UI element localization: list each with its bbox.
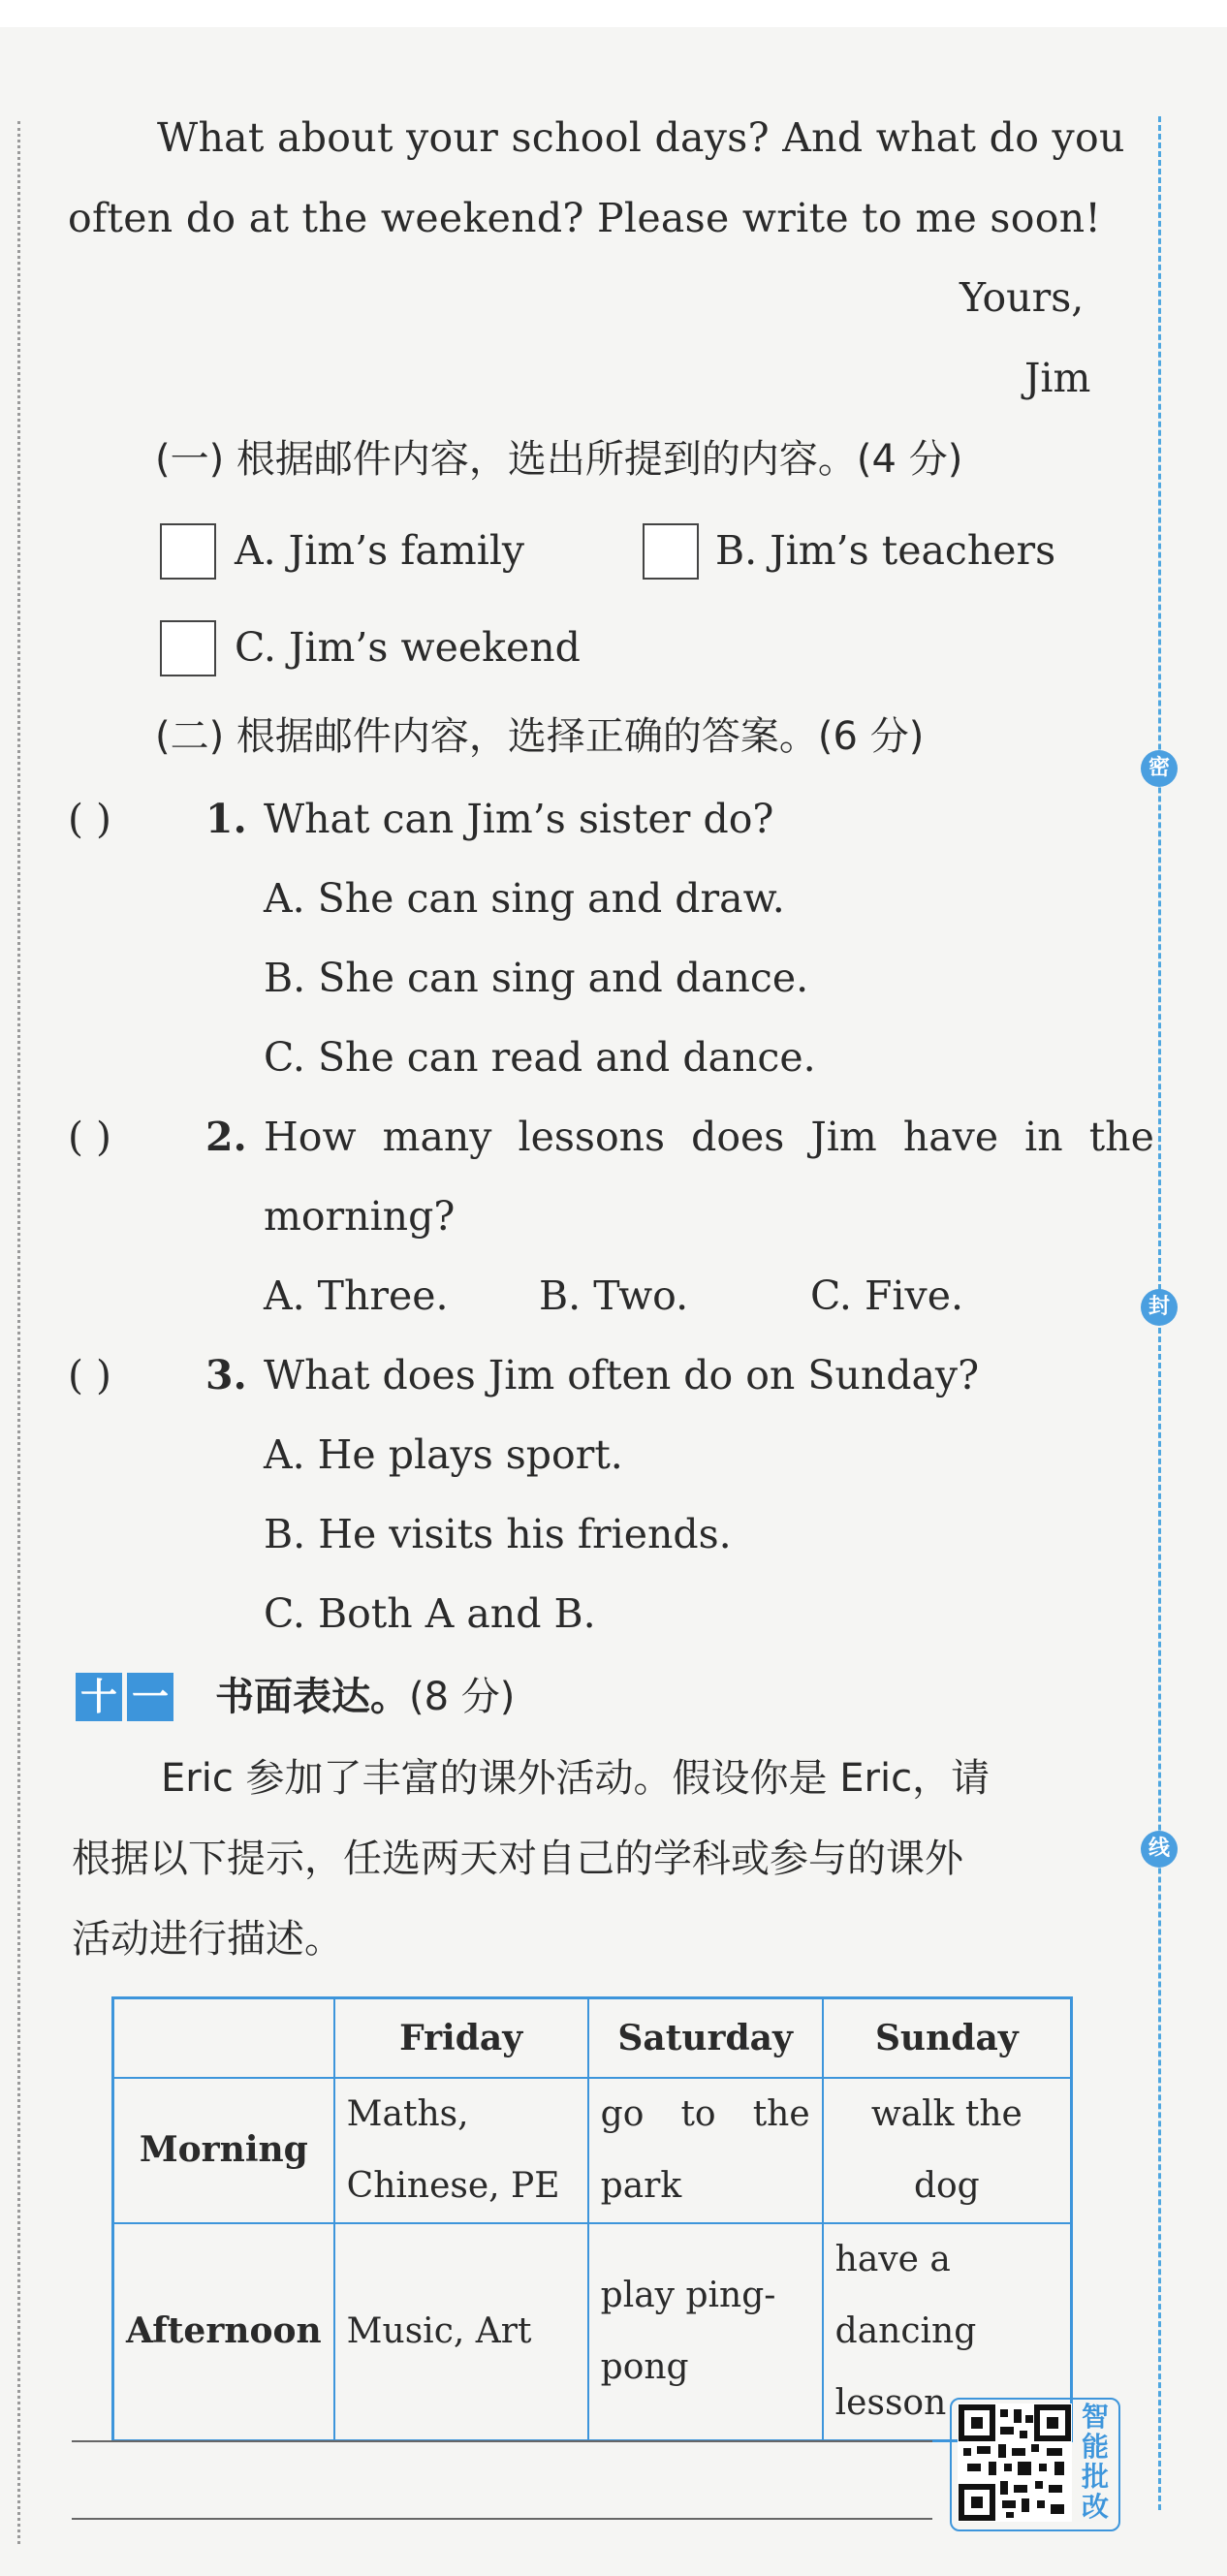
table-header-friday: Friday <box>334 1998 588 2079</box>
checkbox-b[interactable] <box>643 523 699 580</box>
table-header-saturday: Saturday <box>588 1998 823 2079</box>
q2-option-c: C. Five. <box>810 1272 963 1319</box>
qr-code-icon[interactable] <box>958 2403 1072 2522</box>
q2-option-b: B. Two. <box>539 1272 689 1319</box>
table-header-sunday: Sunday <box>823 1998 1072 2079</box>
checkbox-c[interactable] <box>160 620 216 676</box>
table-row <box>113 2078 1072 2223</box>
q2-option-a: A. Three. <box>264 1272 449 1319</box>
option-a-label: A. Jim’s family <box>235 527 525 574</box>
part1-heading: (一) 根据邮件内容，选出所提到的内容。(4 分) <box>155 437 963 482</box>
q2-text: How many lessons does Jim have in the <box>264 1114 1154 1160</box>
qr-label: 智能批改 <box>1081 2401 1109 2523</box>
option-b-label: B. Jim’s teachers <box>715 527 1056 574</box>
table-header-row <box>113 1998 1072 2079</box>
section-score: (8 分) <box>409 1675 516 1719</box>
writing-prompt-line-2: 根据以下提示，任选两天对自己的学科或参与的课外 <box>72 1837 963 1881</box>
q1-answer-blank[interactable]: ( ) <box>68 796 112 842</box>
binding-dotted-line <box>17 121 20 2544</box>
q1-option-b: B. She can sing and dance. <box>264 955 809 1001</box>
row-label-morning: Morning <box>113 2078 334 2223</box>
activity-table <box>111 1996 1073 2442</box>
section-title: 书面表达。 <box>215 1675 409 1719</box>
checkbox-a[interactable] <box>160 523 216 580</box>
part2-heading: (二) 根据邮件内容，选择正确的答案。(6 分) <box>155 714 925 759</box>
writing-line-2[interactable] <box>72 2518 932 2520</box>
q1-text: What can Jim’s sister do? <box>264 796 774 842</box>
letter-line-1: What about your school days? And what do you <box>157 114 1125 161</box>
q1-option-c: C. She can read and dance. <box>264 1034 816 1081</box>
q3-text: What does Jim often do on Sunday? <box>264 1352 980 1398</box>
q3-number: 3. <box>205 1352 247 1398</box>
table-cell: Music, Art <box>334 2223 588 2441</box>
writing-prompt-line-1: Eric 参加了丰富的课外活动。假设你是 Eric，请 <box>161 1756 991 1801</box>
table-cell: walk the dog <box>823 2078 1072 2223</box>
letter-line-2: often do at the weekend? Please write to me soon! <box>68 195 1102 241</box>
seal-mark-xian: 线 <box>1141 1831 1178 1868</box>
table-header-blank <box>113 1998 334 2079</box>
writing-prompt-line-3: 活动进行描述。 <box>72 1917 343 1962</box>
q2-number: 2. <box>205 1114 247 1160</box>
option-c-label: C. Jim’s weekend <box>235 624 581 671</box>
table-row <box>113 2223 1072 2441</box>
letter-signature: Jim <box>1024 355 1091 401</box>
writing-line-1[interactable] <box>72 2440 932 2442</box>
letter-closing: Yours, <box>960 274 1085 321</box>
q3-option-c: C. Both A and B. <box>264 1590 596 1637</box>
seal-mark-feng: 封 <box>1141 1289 1178 1326</box>
q3-answer-blank[interactable]: ( ) <box>68 1352 112 1398</box>
table-cell: Maths, Chinese, PE <box>334 2078 588 2223</box>
q1-option-a: A. She can sing and draw. <box>264 875 785 922</box>
row-label-afternoon: Afternoon <box>113 2223 334 2441</box>
q3-option-b: B. He visits his friends. <box>264 1511 732 1557</box>
q2-answer-blank[interactable]: ( ) <box>68 1114 112 1160</box>
table-cell: have a dancing lesson <box>823 2223 1072 2441</box>
q2-text-cont: morning? <box>264 1193 456 1240</box>
table-cell: play ping-pong <box>588 2223 823 2441</box>
q1-number: 1. <box>205 796 247 842</box>
q3-option-a: A. He plays sport. <box>264 1431 623 1478</box>
section-number-icon: 十 一 <box>76 1673 178 1721</box>
top-band <box>0 0 1227 27</box>
seal-mark-mi: 密 <box>1141 750 1178 787</box>
table-cell: go to the park <box>588 2078 823 2223</box>
